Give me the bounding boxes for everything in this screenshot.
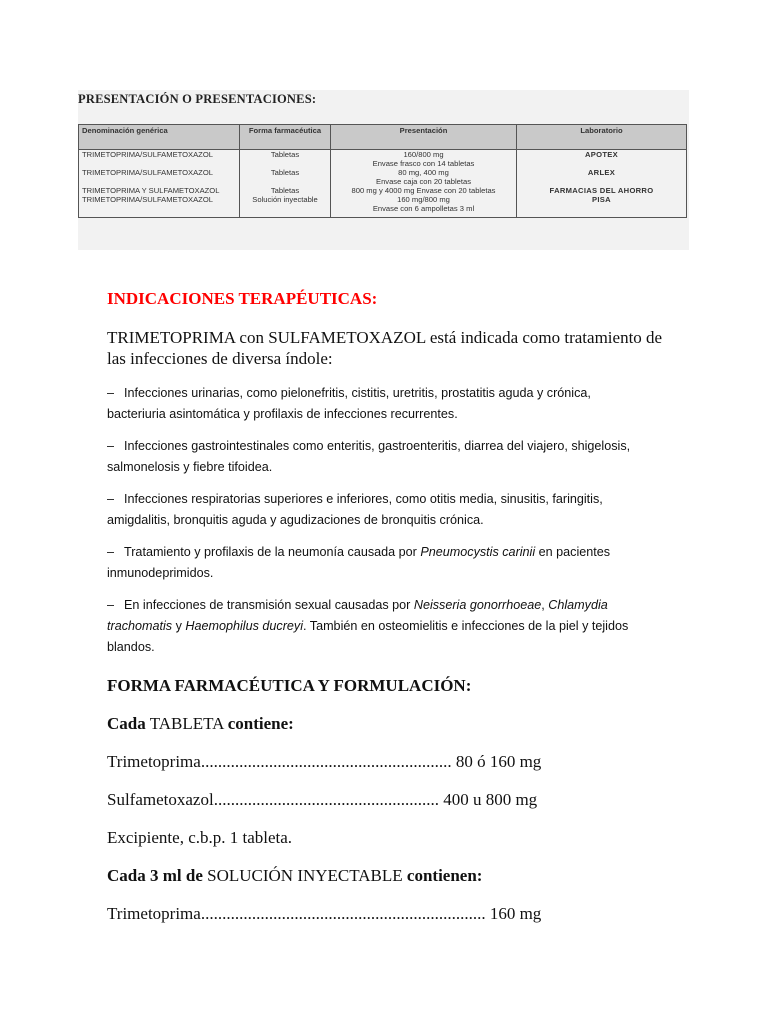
cell-lab: PISA <box>517 195 687 218</box>
presentation-line-1: 160 mg/800 mg <box>397 195 450 204</box>
cell-presentation <box>331 186 517 195</box>
subheading-suffix: contiene: <box>227 714 294 733</box>
solucion-subheading <box>107 866 482 886</box>
cell-form: Solución inyectable <box>240 195 331 218</box>
presentation-table-image <box>78 90 689 250</box>
leader-dots: ................................................................... <box>200 904 486 923</box>
dash-marker: – <box>107 492 115 506</box>
indication-text: Infecciones respiratorias superiores e inferiores, como otitis media, sinusitis, faringitis, amigdalitis, bronquitis aguda y agudizaciones de bronquitis crónica. <box>107 492 603 527</box>
cell-lab: FARMACIAS DEL AHORRO <box>517 186 687 195</box>
table-row <box>79 186 687 195</box>
indication-ets <box>107 595 647 658</box>
indication-text: En infecciones de transmisión sexual causadas por <box>124 598 414 612</box>
table-row <box>79 150 687 169</box>
presentation-line-1: 160/800 mg <box>403 150 444 159</box>
indication-text: . También en osteomielitis e infecciones de la piel y tejidos blandos. <box>107 619 629 654</box>
subheading-suffix: contienen: <box>406 866 483 885</box>
ingredient-amount: 400 u 800 mg <box>443 790 538 809</box>
indicaciones-intro: TRIMETOPRIMA con SULFAMETOXAZOL está indicada como tratamiento de las infecciones de diversa índole: <box>107 328 663 368</box>
indication-text: Tratamiento y profilaxis de la neumonía causada por <box>124 545 421 559</box>
formulacion-heading: FORMA FARMACÉUTICA Y FORMULACIÓN: <box>107 676 472 695</box>
presentation-line-1: 80 mg, 400 mg <box>398 168 449 177</box>
cell-form: Tabletas <box>240 186 331 195</box>
header-denominacion: Denominación genérica <box>79 125 240 150</box>
presentation-table <box>78 124 687 218</box>
cell-presentation <box>331 150 517 169</box>
indication-text: Infecciones urinarias, como pielonefritis, cistitis, uretritis, prostatitis aguda y crónica, bacteriuria asintomática y profilaxis de infecciones recurrentes. <box>107 386 591 421</box>
presentation-line-2: Envase frasco con 14 tabletas <box>372 159 475 168</box>
subheading-prefix: Cada <box>107 714 146 733</box>
indication-text: Infecciones gastrointestinales como enteritis, gastroenteritis, diarrea del viajero, shigelosis, salmonelosis y fiebre tifoidea. <box>107 439 631 474</box>
indication-gastrointestinales <box>107 436 647 478</box>
subheading-prefix: Cada 3 ml de <box>107 866 203 885</box>
header-presentacion: Presentación <box>331 125 517 150</box>
cell-presentation <box>331 168 517 186</box>
leader-dots: ........................................................... <box>200 752 452 771</box>
indication-urinarias <box>107 383 647 425</box>
cell-name: TRIMETOPRIMA/SULFAMETOXAZOL <box>79 150 240 169</box>
ingredient-name: Trimetoprima <box>107 752 201 771</box>
table-row <box>79 195 687 218</box>
excipiente-line: Excipiente, c.b.p. 1 tableta. <box>107 828 293 847</box>
cell-form: Tabletas <box>240 150 331 169</box>
table-row <box>79 168 687 186</box>
header-forma: Forma farmacéutica <box>240 125 331 150</box>
ingredient-amount: 80 ó 160 mg <box>455 752 542 771</box>
separator: , <box>541 598 549 612</box>
dash-marker: – <box>107 545 115 559</box>
cell-presentation <box>331 195 517 218</box>
cell-name: TRIMETOPRIMA/SULFAMETOXAZOL <box>79 168 240 186</box>
organism-name: Neisseria gonorrhoeae <box>413 598 542 612</box>
indicaciones-heading: INDICACIONES TERAPÉUTICAS: <box>107 289 378 308</box>
cell-lab: APOTEX <box>517 150 687 169</box>
dash-marker: – <box>107 386 115 400</box>
subheading-form: SOLUCIÓN INYECTABLE <box>207 866 403 885</box>
presentation-line-2: Envase con 6 ampolletas 3 ml <box>372 204 475 213</box>
separator: y <box>172 619 186 633</box>
subheading-form: TABLETA <box>149 714 224 733</box>
presentation-line-1: 800 mg y 4000 mg Envase con 20 tabletas <box>351 186 496 195</box>
ingredient-trimetoprima-tableta <box>107 752 541 772</box>
ingredient-name: Sulfametoxazol <box>107 790 214 809</box>
header-laboratorio: Laboratorio <box>517 125 687 150</box>
dash-marker: – <box>107 439 115 453</box>
cell-form: Tabletas <box>240 168 331 186</box>
ingredient-trimetoprima-solucion <box>107 904 541 924</box>
tableta-subheading <box>107 714 294 734</box>
cell-lab: ARLEX <box>517 168 687 186</box>
organism-name: Haemophilus ducreyi <box>185 619 303 633</box>
cell-name: TRIMETOPRIMA Y SULFAMETOXAZOL <box>79 186 240 195</box>
organism-name: Pneumocystis carinii <box>420 545 536 559</box>
ingredient-sulfametoxazol-tableta <box>107 790 537 810</box>
indication-respiratorias <box>107 489 647 531</box>
ingredient-amount: 160 mg <box>489 904 542 923</box>
dash-marker: – <box>107 598 115 612</box>
ingredient-name: Trimetoprima <box>107 904 201 923</box>
presentation-title: PRESENTACIÓN O PRESENTACIONES: <box>78 92 317 106</box>
indication-text: en pacientes inmunodeprimidos. <box>107 545 611 580</box>
leader-dots: ..................................................... <box>213 790 439 809</box>
organism-name: Chlamydia trachomatis <box>107 598 608 633</box>
cell-name: TRIMETOPRIMA/SULFAMETOXAZOL <box>79 195 240 218</box>
indication-neumonia <box>107 542 647 584</box>
presentation-line-2: Envase caja con 20 tabletas <box>376 177 471 186</box>
